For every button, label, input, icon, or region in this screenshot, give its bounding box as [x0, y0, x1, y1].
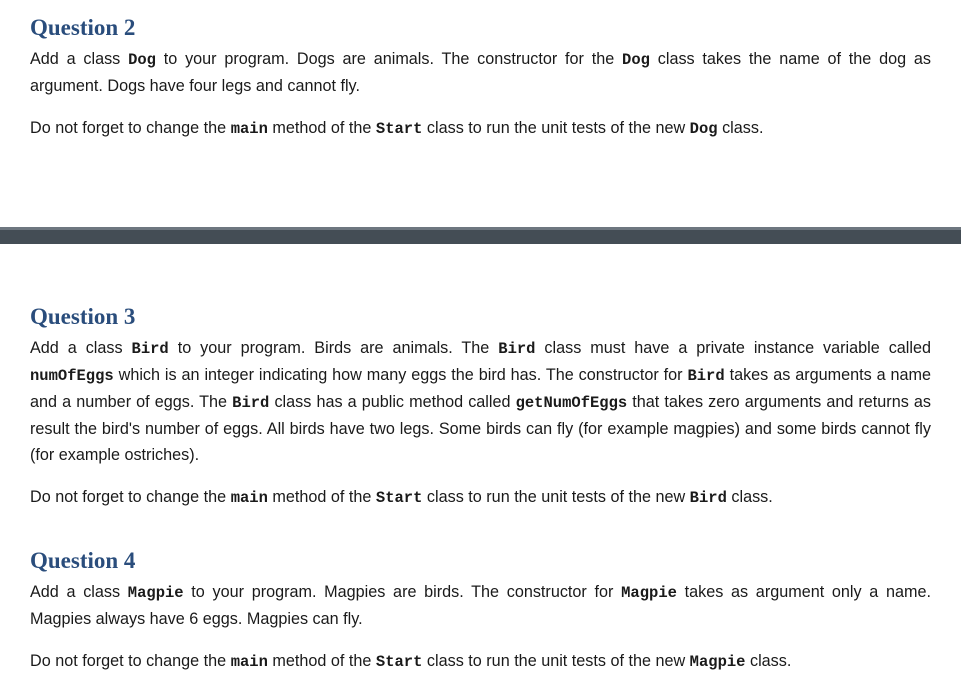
text-run: Add a class	[30, 50, 129, 68]
class-name-code: Magpie	[621, 584, 677, 602]
question-2	[30, 14, 931, 142]
question-3-title: Question 3	[30, 304, 136, 329]
text-run: Do not forget to change the	[30, 488, 231, 506]
class-name-code: Dog	[622, 51, 650, 69]
variable-name-code: numOfEggs	[30, 367, 114, 385]
text-run: method of the	[267, 119, 376, 137]
text-run: takes as argument only a name. Magpies always have 6 eggs. Magpies can fly.	[30, 583, 931, 628]
method-name-code: main	[230, 653, 268, 671]
class-name-code: Start	[375, 653, 423, 671]
text-run: which is an integer indicating how many eggs the bird has. The constructor for	[113, 366, 688, 384]
question-3-reminder	[30, 484, 931, 511]
text-run: Do not forget to change the	[30, 652, 231, 670]
text-run: class to run the unit tests of the new	[422, 119, 690, 137]
question-4-description	[30, 579, 931, 632]
question-4	[30, 547, 931, 675]
class-name-code: Bird	[689, 489, 727, 507]
question-2-reminder	[30, 115, 931, 142]
question-2-title: Question 2	[30, 15, 136, 40]
page-divider	[0, 227, 961, 244]
text-run: Add a class	[30, 339, 132, 357]
text-run: class takes the name of the dog as argument. Dogs have four legs and cannot fly.	[30, 50, 931, 95]
text-run: class must have a private instance variable called	[535, 339, 931, 357]
question-3	[30, 303, 931, 511]
text-run: class has a public method called	[269, 393, 516, 411]
text-run: takes as arguments a name and a number of eggs. The	[30, 366, 932, 411]
class-name-code: Dog	[689, 120, 718, 138]
text-run: class.	[726, 488, 773, 506]
text-run: class.	[745, 652, 792, 670]
text-run: to your program. Birds are animals. The	[168, 339, 499, 357]
class-name-code: Bird	[232, 394, 270, 412]
text-run: method of the	[267, 652, 376, 670]
method-name-code: main	[230, 489, 268, 507]
question-4-title: Question 4	[30, 548, 136, 573]
text-run: to your program. Dogs are animals. The constructor for the	[155, 50, 623, 68]
class-name-code: Dog	[128, 51, 156, 69]
text-run: that takes zero arguments and returns as result the bird's number of eggs. All birds have two legs. Some birds can fly (for example magpies) and some birds cannot fly (for example ostriches).	[30, 393, 931, 464]
method-name-code: getNumOfEggs	[515, 394, 628, 412]
text-run: class to run the unit tests of the new	[422, 652, 690, 670]
text-run: method of the	[267, 488, 376, 506]
text-run: class to run the unit tests of the new	[422, 488, 690, 506]
class-name-code: Bird	[498, 340, 536, 358]
class-name-code: Bird	[687, 367, 725, 385]
text-run: class.	[717, 119, 764, 137]
question-2-description	[30, 46, 931, 99]
question-4-reminder	[30, 648, 931, 675]
text-run: Do not forget to change the	[30, 119, 231, 137]
text-run: to your program. Magpies are birds. The constructor for	[183, 583, 622, 601]
class-name-code: Bird	[131, 340, 169, 358]
class-name-code: Start	[375, 489, 423, 507]
class-name-code: Magpie	[127, 584, 184, 602]
class-name-code: Start	[375, 120, 423, 138]
text-run: Add a class	[30, 583, 128, 601]
question-3-description	[30, 335, 931, 468]
class-name-code: Magpie	[689, 653, 746, 671]
method-name-code: main	[230, 120, 268, 138]
